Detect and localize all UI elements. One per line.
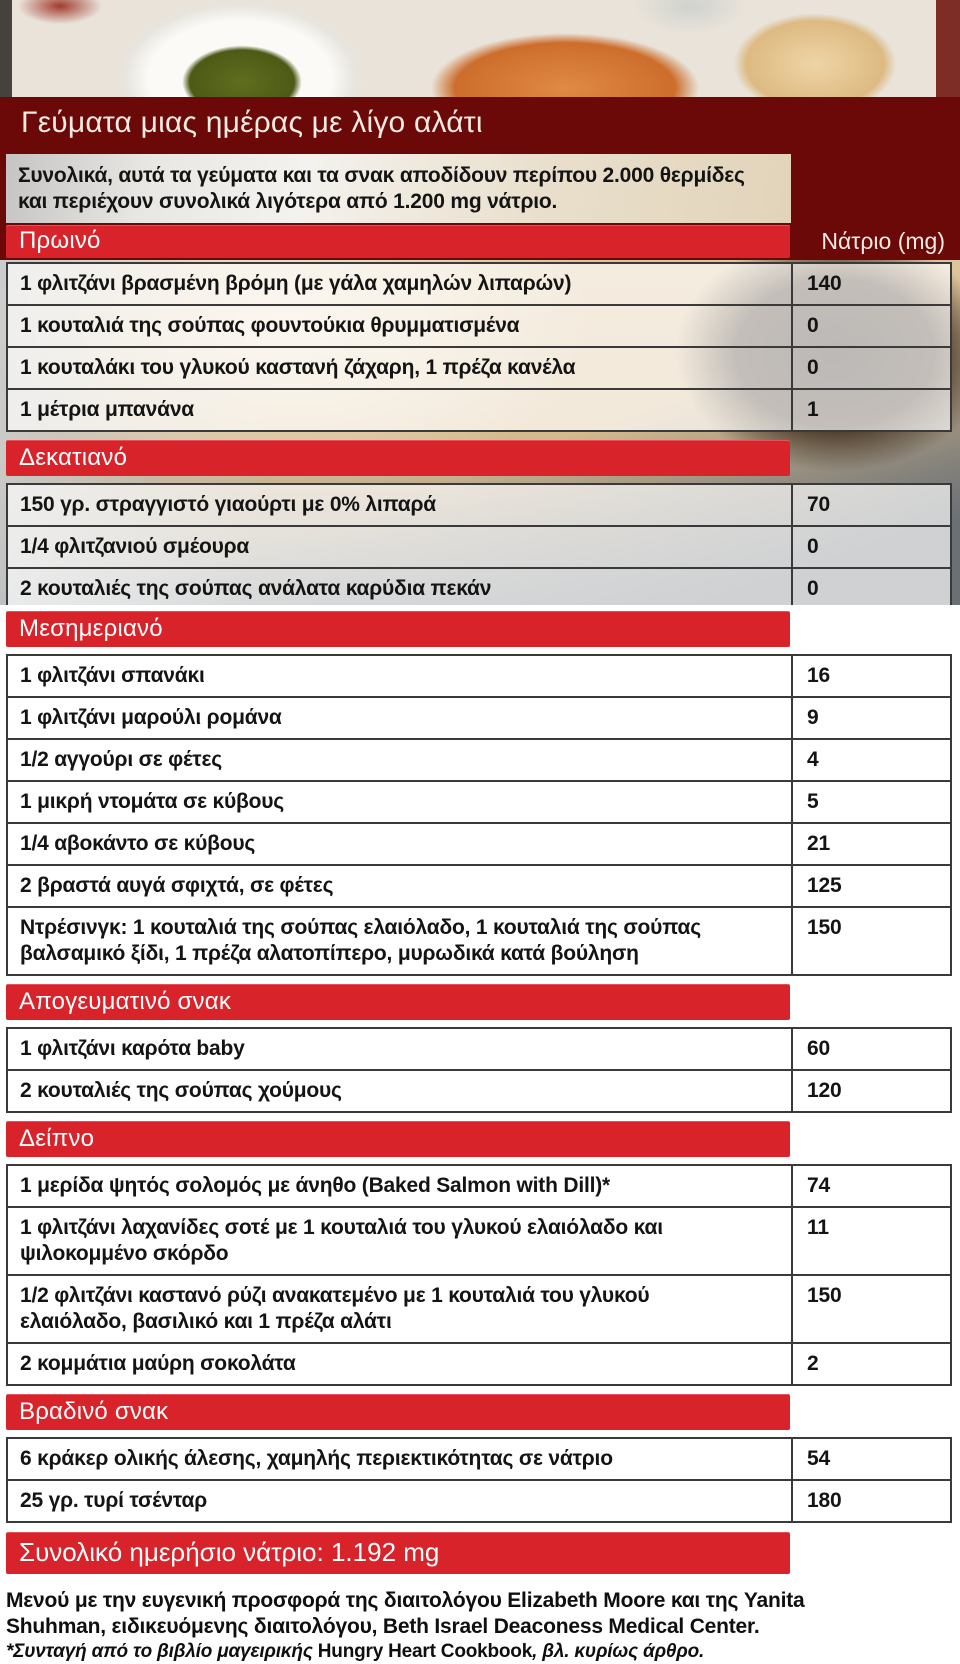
section-bar-dinner: Δείπνο xyxy=(6,1121,790,1157)
sodium-value: 0 xyxy=(791,567,952,605)
table-row xyxy=(6,1342,952,1386)
page-title: Γεύματα μιας ημέρας με λίγο αλάτι xyxy=(21,106,483,139)
rows-lunch xyxy=(6,654,952,976)
sodium-value: 150 xyxy=(791,906,952,976)
food-item-label: 1 μέτρια μπανάνα xyxy=(6,388,793,432)
food-item-label: 1 κουταλιά της σούπας φουντούκια θρυμματισμένα xyxy=(6,304,793,348)
sodium-value: 70 xyxy=(791,483,952,527)
intro-box xyxy=(6,154,791,223)
table-row xyxy=(6,822,952,866)
footnote xyxy=(6,1640,880,1664)
table-row xyxy=(6,654,952,698)
footnote-suffix: , βλ. κυρίως άρθρο. xyxy=(532,1641,705,1662)
table-row xyxy=(6,1164,952,1208)
food-item-label: 1/4 φλιτζανιού σμέουρα xyxy=(6,525,793,569)
footnote-book-title: Hungry Heart Cookbook xyxy=(317,1641,533,1662)
sodium-value: 1 xyxy=(791,388,952,432)
rows-dinner xyxy=(6,1164,952,1386)
table-row xyxy=(6,738,952,782)
table-row xyxy=(6,1479,952,1523)
food-item-label: 2 βραστά αυγά σφιχτά, σε φέτες xyxy=(6,864,793,908)
footer xyxy=(6,1588,880,1664)
sodium-value: 140 xyxy=(791,262,952,306)
table-row xyxy=(6,1206,952,1276)
food-item-label: Ντρέσινγκ: 1 κουταλιά της σούπας ελαιόλαδο, 1 κουταλιά της σούπας βαλσαμικό ξίδι, 1 πρέζα αλατοπίπερο, μυρωδικά κατά βούληση xyxy=(6,906,793,976)
footer-credit: Μενού με την ευγενική προσφορά της διαιτολόγου Elizabeth Moore και της Yanita Shuhman, ειδικευόμενης διαιτολόγου, Beth Israel Deaconess Medical Center. xyxy=(6,1589,805,1638)
food-item-label: 1 φλιτζάνι σπανάκι xyxy=(6,654,793,698)
food-item-label: 1 φλιτζάνι καρότα baby xyxy=(6,1027,793,1071)
rows-afternoon-snack xyxy=(6,1027,952,1113)
sodium-value: 150 xyxy=(791,1274,952,1344)
section-bar-midmorning-snack: Δεκατιανό xyxy=(6,440,790,476)
table-row xyxy=(6,388,952,432)
food-item-label: 1/2 αγγούρι σε φέτες xyxy=(6,738,793,782)
table-row xyxy=(6,304,952,348)
food-item-label: 2 κομμάτια μαύρη σοκολάτα xyxy=(6,1342,793,1386)
intro-line-1: Συνολικά, αυτά τα γεύματα και τα σνακ αποδίδουν περίπου 2.000 θερμίδες xyxy=(18,164,745,187)
sodium-value: 21 xyxy=(791,822,952,866)
sodium-value: 0 xyxy=(791,525,952,569)
sodium-value: 5 xyxy=(791,780,952,824)
photo-backdrop-zone xyxy=(0,260,960,605)
food-item-label: 1 φλιτζάνι λαχανίδες σοτέ με 1 κουταλιά του γλυκού ελαιόλαδο και ψιλοκομμένο σκόρδο xyxy=(6,1206,793,1276)
table-row xyxy=(6,525,952,569)
sodium-value: 11 xyxy=(791,1206,952,1276)
table-row xyxy=(6,1274,952,1344)
food-item-label: 1 μικρή ντομάτα σε κύβους xyxy=(6,780,793,824)
table-row xyxy=(6,1027,952,1071)
food-item-label: 2 κουταλιές της σούπας ανάλατα καρύδια πεκάν xyxy=(6,567,793,605)
sodium-value: 60 xyxy=(791,1027,952,1071)
sodium-value: 0 xyxy=(791,346,952,390)
intro-line-2: και περιέχουν συνολικά λιγότερα από 1.200 mg νάτριο. xyxy=(18,190,558,213)
sodium-value: 54 xyxy=(791,1437,952,1481)
sodium-value: 16 xyxy=(791,654,952,698)
rows-breakfast xyxy=(6,262,952,432)
table-row xyxy=(6,696,952,740)
rows-evening-snack xyxy=(6,1437,952,1523)
section-bar-breakfast: Πρωινό xyxy=(6,225,790,258)
sodium-value: 74 xyxy=(791,1164,952,1208)
table-row xyxy=(6,1069,952,1113)
food-item-label: 1/2 φλιτζάνι καστανό ρύζι ανακατεμένο με 1 κουταλιά του γλυκού ελαιόλαδο, βασιλικό και 1 πρέζα αλάτι xyxy=(6,1274,793,1344)
sodium-column-header: Νάτριο (mg) xyxy=(821,228,945,254)
sodium-value: 9 xyxy=(791,696,952,740)
table-row xyxy=(6,346,952,390)
food-item-label: 150 γρ. στραγγιστό γιαούρτι με 0% λιπαρά xyxy=(6,483,793,527)
table-row xyxy=(6,483,952,527)
table-row xyxy=(6,1437,952,1481)
footnote-prefix: *Συνταγή από το βιβλίο μαγειρικής xyxy=(6,1641,318,1662)
food-item-label: 1 μερίδα ψητός σολομός με άνηθο (Baked Salmon with Dill)* xyxy=(6,1164,793,1208)
sodium-value: 180 xyxy=(791,1479,952,1523)
table-row xyxy=(6,262,952,306)
food-item-label: 1 κουταλάκι του γλυκού καστανή ζάχαρη, 1 πρέζα κανέλα xyxy=(6,346,793,390)
sodium-value: 125 xyxy=(791,864,952,908)
food-item-label: 1 φλιτζάνι μαρούλι ρομάνα xyxy=(6,696,793,740)
rows-midmorning-snack xyxy=(6,483,952,605)
food-item-label: 1/4 αβοκάντο σε κύβους xyxy=(6,822,793,866)
food-item-label: 6 κράκερ ολικής άλεσης, χαμηλής περιεκτικότητας σε νάτριο xyxy=(6,1437,793,1481)
section-bar-lunch: Μεσημεριανό xyxy=(6,611,790,647)
sodium-value: 4 xyxy=(791,738,952,782)
sodium-value: 120 xyxy=(791,1069,952,1113)
table-row xyxy=(6,906,952,976)
food-item-label: 1 φλιτζάνι βρασμένη βρόμη (με γάλα χαμηλών λιπαρών) xyxy=(6,262,793,306)
food-photo-banner xyxy=(0,0,960,97)
table-zone xyxy=(0,611,960,1664)
section-bar-evening-snack: Βραδινό σνακ xyxy=(6,1394,790,1430)
food-item-label: 2 κουταλιές της σούπας χούμους xyxy=(6,1069,793,1113)
table-row xyxy=(6,567,952,605)
header-band xyxy=(0,97,960,260)
sodium-value: 2 xyxy=(791,1342,952,1386)
table-row xyxy=(6,864,952,908)
food-item-label: 25 γρ. τυρί τσένταρ xyxy=(6,1479,793,1523)
total-sodium-bar: Συνολικό ημερήσιο νάτριο: 1.192 mg xyxy=(6,1532,790,1574)
table-row xyxy=(6,780,952,824)
sodium-value: 0 xyxy=(791,304,952,348)
section-bar-afternoon-snack: Απογευματινό σνακ xyxy=(6,984,790,1020)
